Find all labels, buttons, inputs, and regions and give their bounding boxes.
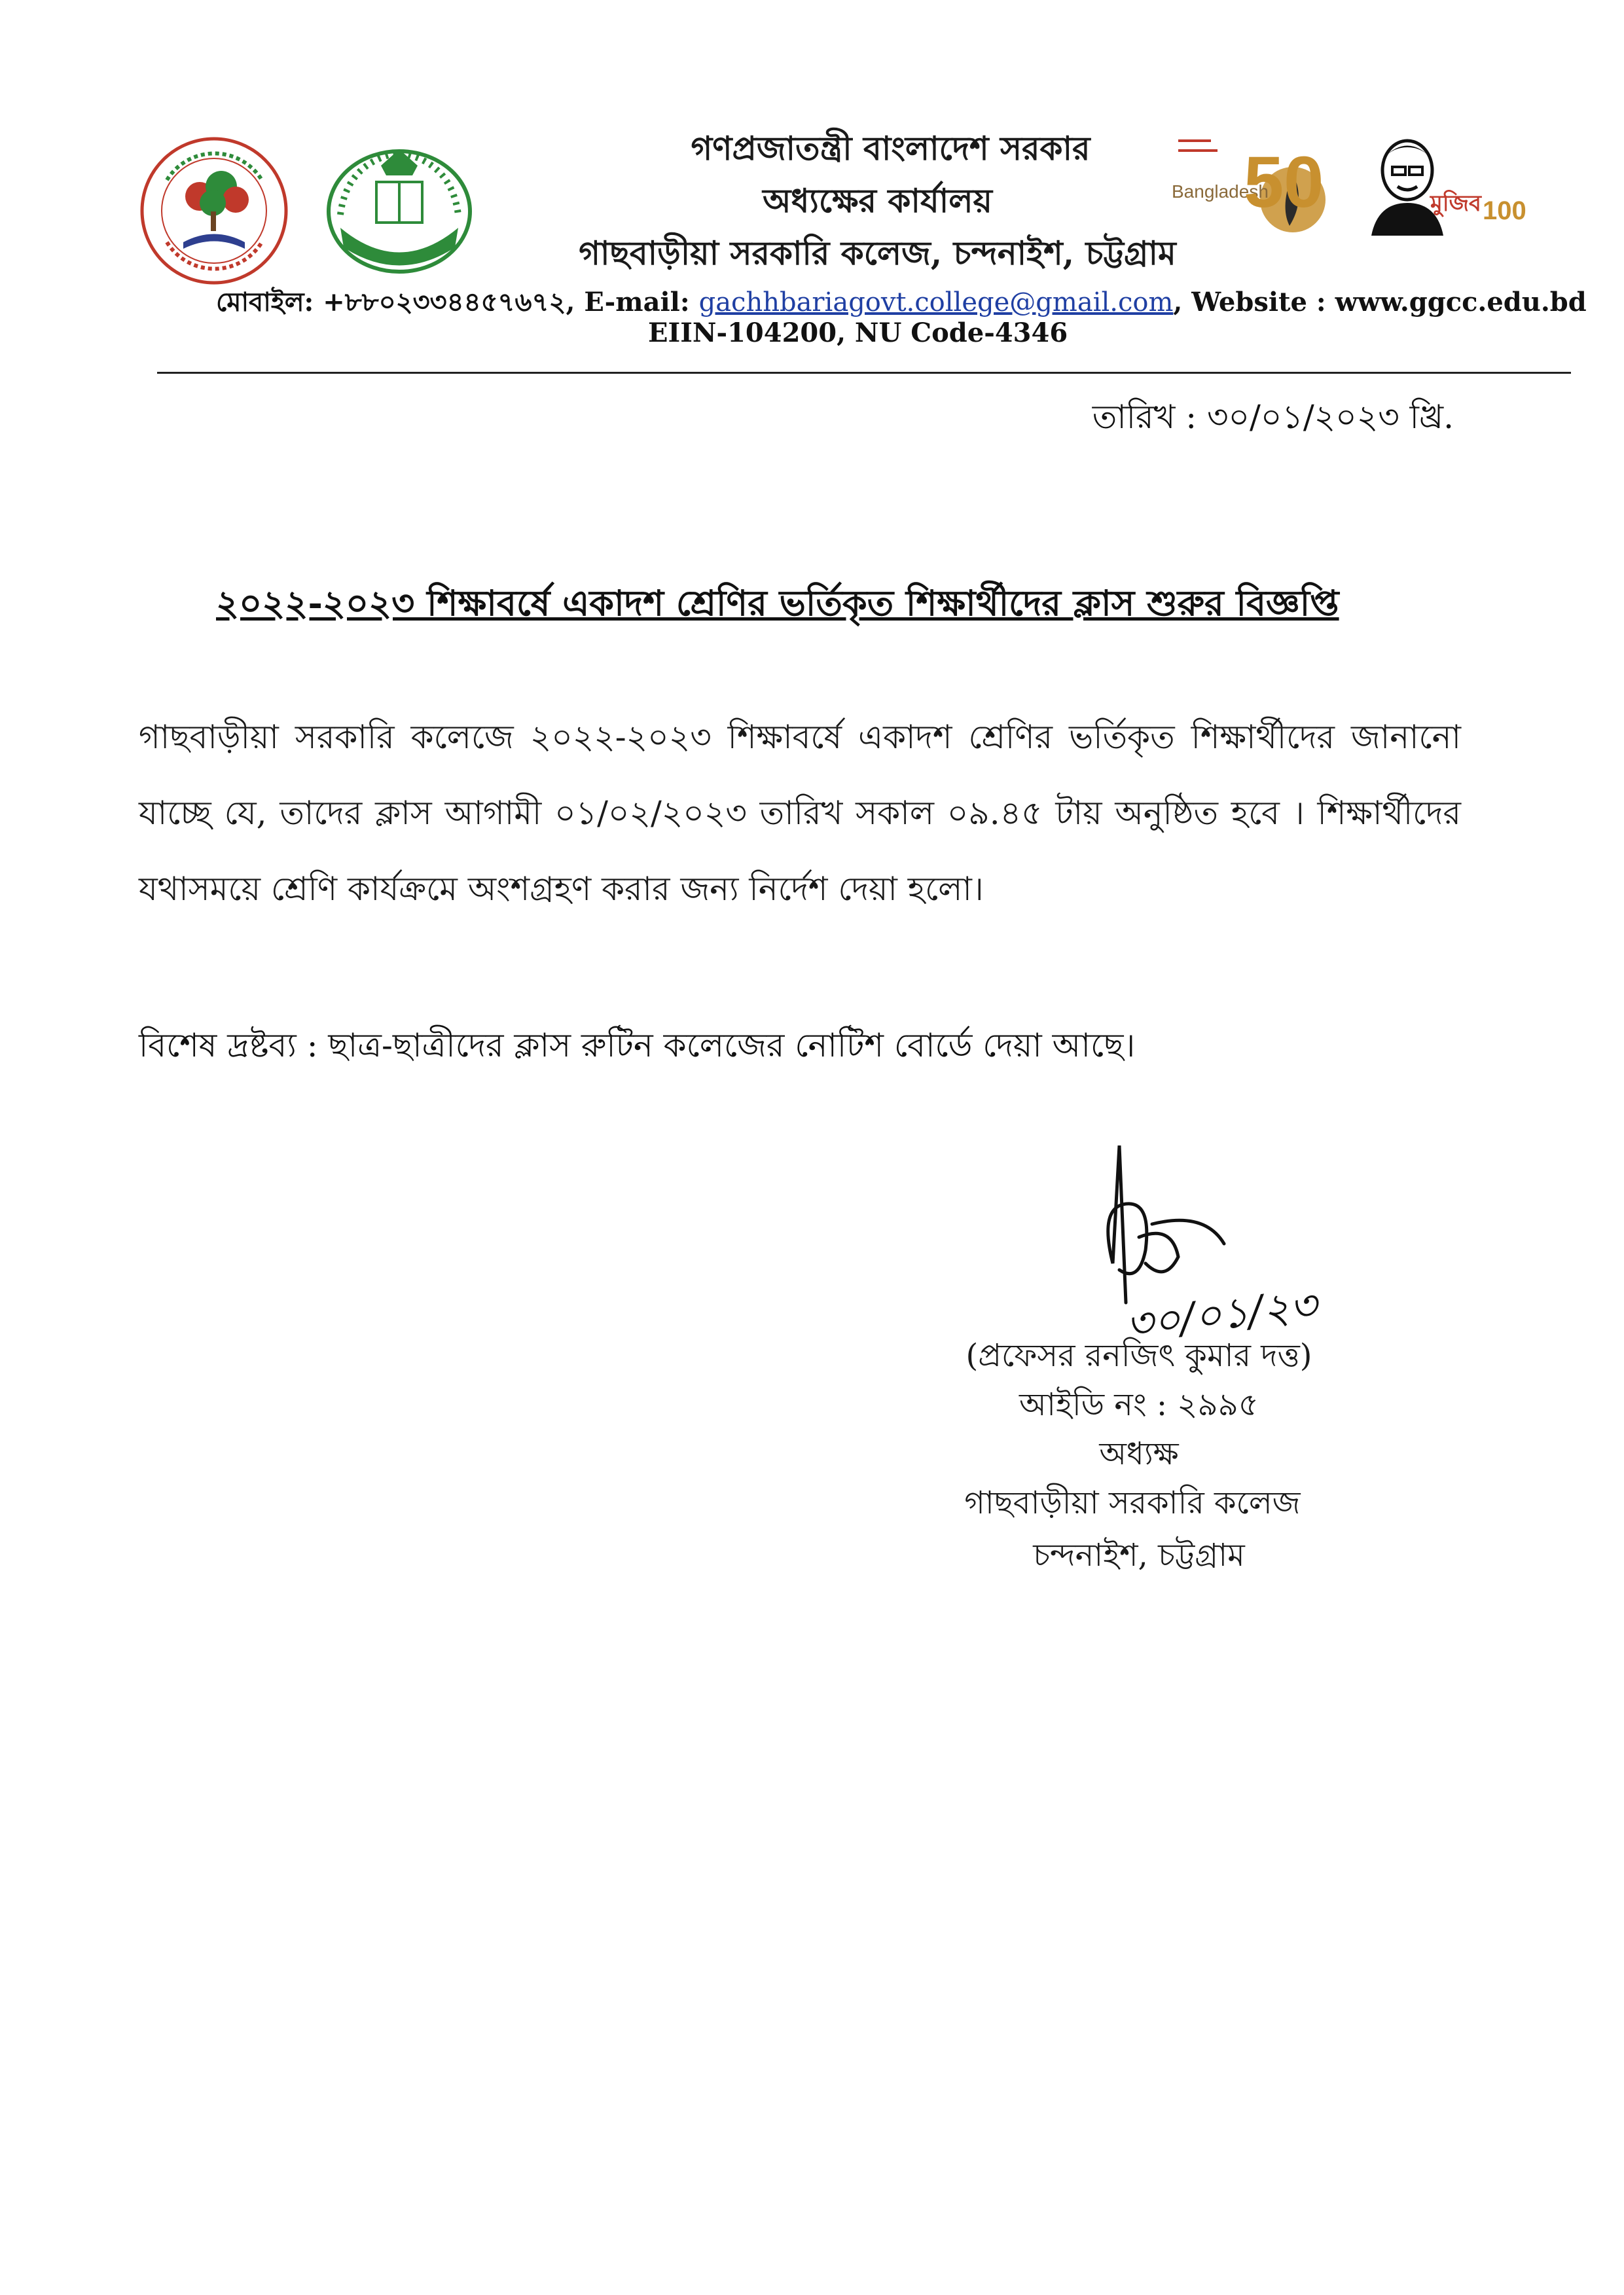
website-text: , Website : www.ggcc.edu.bd — [1173, 287, 1587, 317]
college-title: গাছবাড়ীয়া সরকারি কলেজ, চন্দনাইশ, চট্টগ্রাম — [579, 234, 1176, 272]
special-note: বিশেষ দ্রষ্টব্য : ছাত্র-ছাত্রীদের ক্লাস রুটিন কলেজের নোটিশ বোর্ডে দেয়া আছে। — [139, 1026, 1136, 1064]
signatory-id: আইডি নং : ২৯৯৫ — [1019, 1386, 1259, 1423]
notice-paragraph: গাছবাড়ীয়া সরকারি কলেজে ২০২২-২০২৩ শিক্ষাবর্ষে একাদশ শ্রেণির ভর্তিকৃত শিক্ষার্থীদের জানানো যাচ্ছে যে, তাদের ক্লাস আগামী ০১/০২/২০২৩ তারিখ সকাল ০৯.৪৫ টায় অনুষ্ঠিত হবে । শিক্ষার্থীদের যথাসময়ে শ্রেণি কার্যক্রমে অংশগ্রহণ করার জন্য নির্দেশ দেয়া হলো। — [139, 718, 1461, 908]
office-title: অধ্যক্ষের কার্যালয় — [763, 181, 992, 220]
government-title: গণপ্রজাতন্ত্রী বাংলাদেশ সরকার — [691, 129, 1091, 168]
signatory-designation: অধ্যক্ষ — [1099, 1436, 1179, 1472]
bangladesh-logo-label: Bangladesh — [1172, 181, 1269, 202]
signature-date: ৩০/০১/২৩ — [1123, 1280, 1320, 1350]
header-divider — [157, 372, 1571, 374]
notice-date: তারিখ : ৩০/০১/২০২৩ খ্রি. — [1092, 398, 1454, 436]
eiin-line: EIIN-104200, NU Code-4346 — [648, 317, 1068, 348]
signatory-name: (প্রফেসর রনজিৎ কুমার দত্ত) — [965, 1337, 1312, 1374]
bangladesh-logo-number: 50 — [1244, 142, 1324, 223]
notice-title: ২০২২-২০২৩ শিক্ষাবর্ষে একাদশ শ্রেণির ভর্তিকৃত শিক্ষার্থীদের ক্লাস শুরুর বিজ্ঞপ্তি — [216, 582, 1339, 624]
mujib-logo-text: মুজিব — [1430, 190, 1481, 217]
contact-mobile: মোবাইল: +৮৮০২৩৩৪৪৫৭৬৭২, E-mail: — [216, 287, 690, 317]
signatory-college: গাছবাড়ীয়া সরকারি কলেজ — [964, 1485, 1301, 1521]
signatory-location: চন্দনাইশ, চট্টগ্রাম — [1033, 1537, 1245, 1574]
email-link[interactable]: gachhbariagovt.college@gmail.com — [698, 287, 1174, 317]
mujib-logo-number: 100 — [1483, 196, 1526, 225]
